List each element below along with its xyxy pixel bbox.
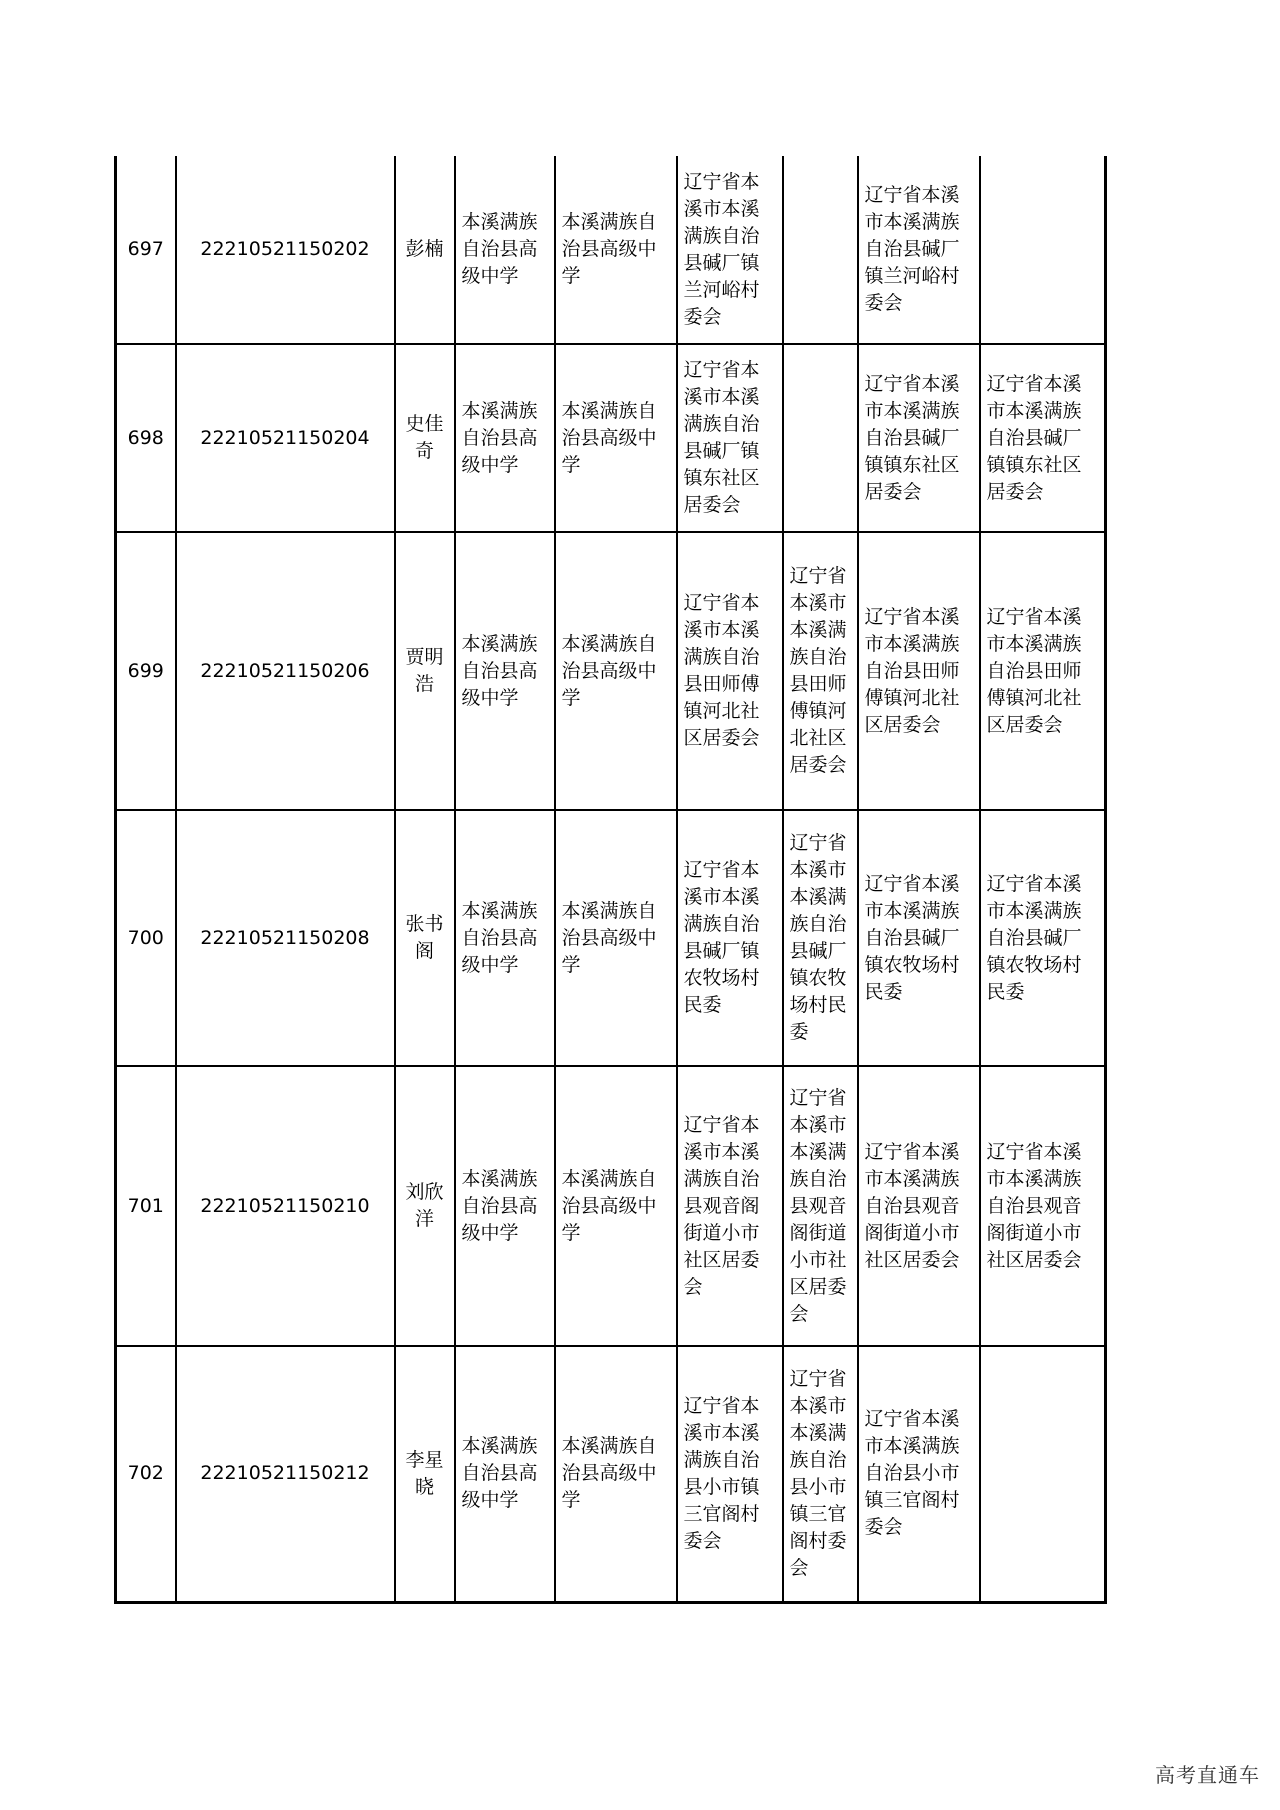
address-cell-3: 辽宁省本溪市本溪满族自治县田师傅镇河北社区居委会 [858,532,980,810]
name-text: 贾明浩 [405,646,444,695]
table-row [116,156,1106,344]
exam-id-cell: 22210521150208 [176,810,395,1066]
roster-table [114,156,1107,1604]
name-text: 张书阁 [405,913,444,962]
name-cell [395,810,455,1066]
address-cell-1: 辽宁省本溪市本溪满族自治县碱厂镇镇东社区居委会 [677,344,783,532]
school-cell: 本溪满族自治县高级中学 [455,810,555,1066]
address-cell-4 [980,156,1106,344]
name-text: 李星晓 [405,1448,444,1498]
table-row [116,1066,1106,1346]
name-text: 史佳奇 [405,413,444,462]
exam-id-cell: 22210521150206 [176,532,395,810]
address-cell-4: 辽宁省本溪市本溪满族自治县碱厂镇农牧场村民委 [980,810,1106,1066]
school-cell: 本溪满族自治县高级中学 [455,532,555,810]
address-cell-2: 辽宁省本溪市本溪满族自治县观音阁街道小市社区居委会 [783,1066,858,1346]
watermark-text: 高考直通车 [1155,1763,1260,1787]
table-row [116,1346,1106,1602]
name-text: 彭楠 [405,238,444,260]
address-cell-3: 辽宁省本溪市本溪满族自治县碱厂镇兰河峪村委会 [858,156,980,344]
exam-id-cell: 22210521150210 [176,1066,395,1346]
table-row [116,532,1106,810]
name-text: 刘欣洋 [405,1181,444,1230]
table-row [116,810,1106,1066]
address-cell-2 [783,156,858,344]
seq-cell: 698 [116,344,176,532]
school-cell: 本溪满族自治县高级中学 [455,344,555,532]
school-cell-2: 本溪满族自治县高级中学 [555,532,677,810]
address-cell-3: 辽宁省本溪市本溪满族自治县观音阁街道小市社区居委会 [858,1066,980,1346]
seq-cell: 701 [116,1066,176,1346]
address-cell-2: 辽宁省本溪市本溪满族自治县碱厂镇农牧场村民委 [783,810,858,1066]
seq-cell: 700 [116,810,176,1066]
address-cell-4: 辽宁省本溪市本溪满族自治县观音阁街道小市社区居委会 [980,1066,1106,1346]
school-cell: 本溪满族自治县高级中学 [455,156,555,344]
address-cell-1: 辽宁省本溪市本溪满族自治县碱厂镇农牧场村民委 [677,810,783,1066]
address-cell-2: 辽宁省本溪市本溪满族自治县小市镇三官阁村委会 [783,1346,858,1602]
school-cell: 本溪满族自治县高级中学 [455,1346,555,1602]
address-cell-3: 辽宁省本溪市本溪满族自治县碱厂镇镇东社区居委会 [858,344,980,532]
school-cell-2: 本溪满族自治县高级中学 [555,1066,677,1346]
school-cell-2: 本溪满族自治县高级中学 [555,344,677,532]
table-row [116,344,1106,532]
name-cell [395,1346,455,1602]
name-cell [395,1066,455,1346]
school-cell-2: 本溪满族自治县高级中学 [555,810,677,1066]
address-cell-1: 辽宁省本溪市本溪满族自治县小市镇三官阁村委会 [677,1346,783,1602]
address-cell-4: 辽宁省本溪市本溪满族自治县田师傅镇河北社区居委会 [980,532,1106,810]
name-cell [395,156,455,344]
address-cell-2: 辽宁省本溪市本溪满族自治县田师傅镇河北社区居委会 [783,532,858,810]
school-cell-2: 本溪满族自治县高级中学 [555,156,677,344]
roster-body [116,156,1106,1602]
address-cell-1: 辽宁省本溪市本溪满族自治县田师傅镇河北社区居委会 [677,532,783,810]
address-cell-2 [783,344,858,532]
address-cell-4 [980,1346,1106,1602]
address-cell-4: 辽宁省本溪市本溪满族自治县碱厂镇镇东社区居委会 [980,344,1106,532]
address-cell-3: 辽宁省本溪市本溪满族自治县小市镇三官阁村委会 [858,1346,980,1602]
seq-cell: 702 [116,1346,176,1602]
address-cell-1: 辽宁省本溪市本溪满族自治县碱厂镇兰河峪村委会 [677,156,783,344]
exam-id-cell: 22210521150204 [176,344,395,532]
exam-id-cell: 22210521150202 [176,156,395,344]
name-cell [395,344,455,532]
name-cell [395,532,455,810]
school-cell: 本溪满族自治县高级中学 [455,1066,555,1346]
address-cell-3: 辽宁省本溪市本溪满族自治县碱厂镇农牧场村民委 [858,810,980,1066]
exam-id-cell: 22210521150212 [176,1346,395,1602]
address-cell-1: 辽宁省本溪市本溪满族自治县观音阁街道小市社区居委会 [677,1066,783,1346]
school-cell-2: 本溪满族自治县高级中学 [555,1346,677,1602]
seq-cell: 699 [116,532,176,810]
seq-cell: 697 [116,156,176,344]
